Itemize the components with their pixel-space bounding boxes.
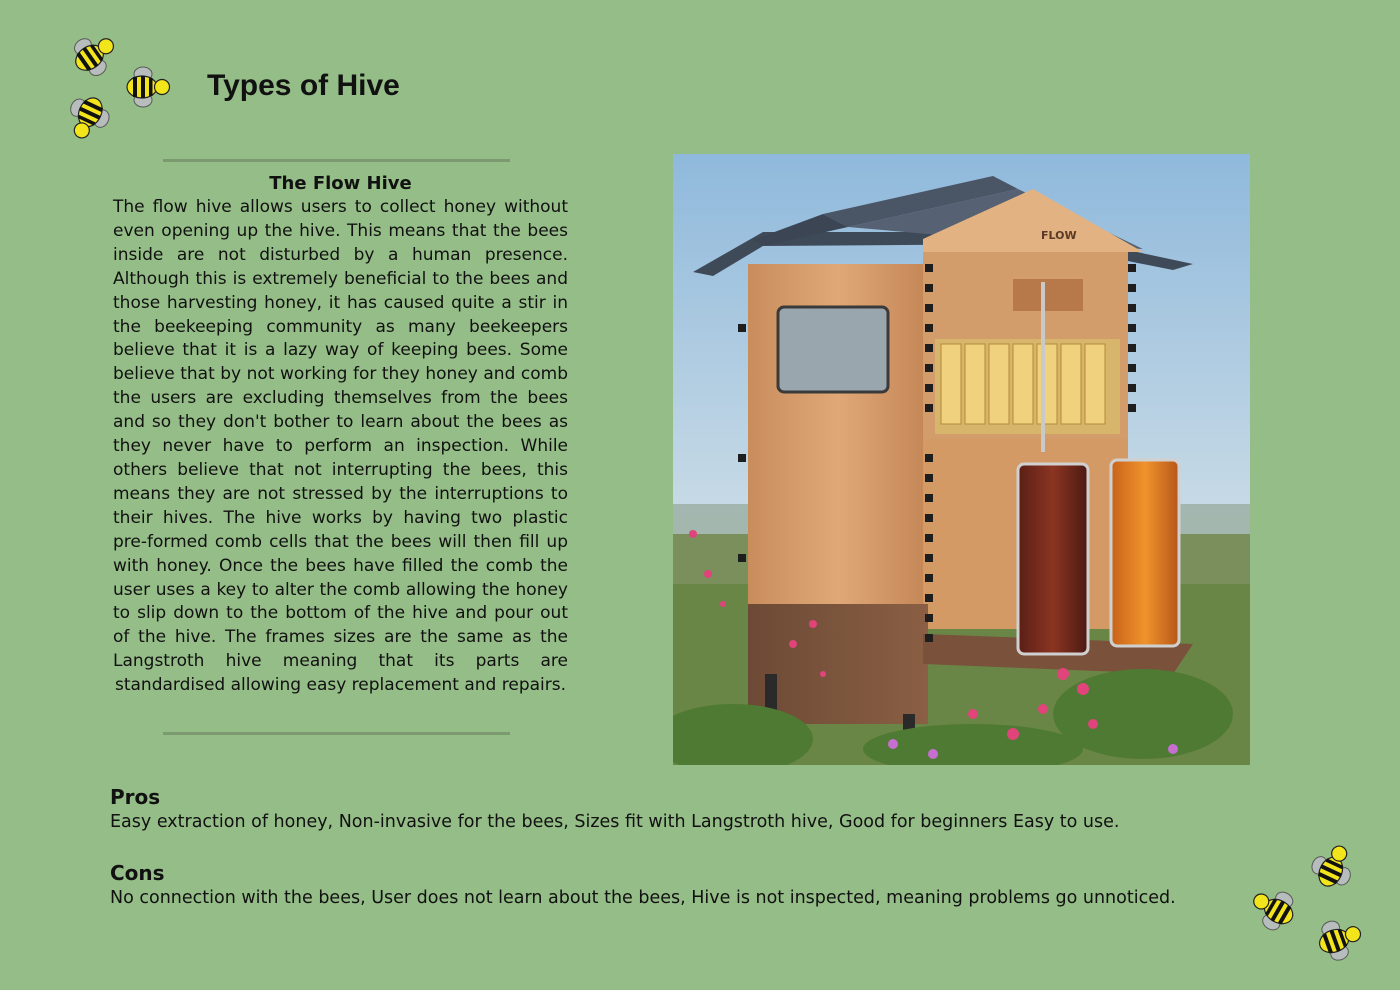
bee-icon xyxy=(1306,842,1358,896)
article-heading: The Flow Hive xyxy=(269,173,412,194)
bottom-divider xyxy=(163,732,510,735)
flow-hive-photo xyxy=(673,154,1250,765)
flow-brand-label: FLOW xyxy=(1041,229,1077,242)
article-body: The flow hive allows users to collect honey without even opening up the hive. This means that the bees inside are not disturbed by a human presence. Although this is extremely beneficial to the bees and those harvesting honey, it has caused quite a stir in the beekeeping community as many beekeepers believe that it is a lazy way of keeping bees. Some believe that by not working for they honey and comb the users are excluding themselves from the bees and so they don't bother to learn about the bees as they never have to perform an inspection. While others believe that not interrupting the bees, this means they are not stressed by the interruptions to their hives. The hive works by having two plastic pre-formed comb cells that the bees will then fill up with honey. Once the bees have filled the comb the user uses a key to alter the comb allowing the honey to slip down to the bottom of the hive and pour out of the hive. The frames sizes are the same as the Langstroth hive meaning that its parts are standardised allowing easy replacement and repairs. xyxy=(113,197,568,696)
bee-icon xyxy=(1250,884,1302,936)
bee-icon xyxy=(118,62,172,112)
top-divider xyxy=(163,159,510,162)
bee-icon xyxy=(64,88,114,142)
cons-text: No connection with the bees, User does not learn about the bees, Hive is not inspected, meaning problems go unnoticed. xyxy=(110,888,1176,908)
pros-heading: Pros xyxy=(110,785,161,809)
cons-heading: Cons xyxy=(110,861,165,885)
bee-icon xyxy=(1310,914,1364,966)
page-title: Types of Hive xyxy=(207,69,400,102)
pros-text: Easy extraction of honey, Non-invasive for the bees, Sizes fit with Langstroth hive, Good for beginners Easy to use. xyxy=(110,812,1120,832)
bee-icon xyxy=(66,30,118,82)
